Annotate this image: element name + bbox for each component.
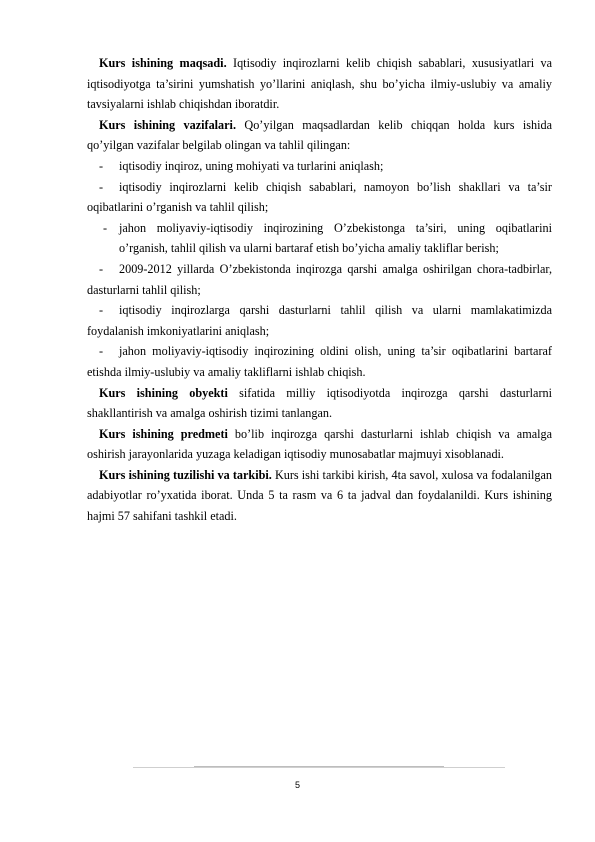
page-number: 5 xyxy=(294,780,300,790)
list-item-text: jahon moliyaviy-iqtisodiy inqirozining oldini olish, uning ta’sir oqibatlarini bartaraf etishda ilmiy-uslubiy va amaliy takliflarni ishlab chiqish. xyxy=(87,344,552,379)
object-heading: Kurs ishining obyekti xyxy=(99,385,228,400)
tasks-text: Qo’yilgan maqsadlardan kelib chiqqan holda kurs ishida qo’yilgan vazifalar belgilab olingan va tahlil qilingan: xyxy=(87,117,552,153)
object-paragraph xyxy=(87,383,552,424)
list-item-text: iqtisodiy inqiroz, uning mohiyati va turlarini aniqlash; xyxy=(119,158,384,173)
list-item-text: iqtisodiy inqirozlarga qarshi dasturlarni tahlil qilish va ularni mamlakatimizda foydalanish imkoniyatlarini aniqlash; xyxy=(87,303,552,338)
object-text: sifatida milliy iqtisodiyotda inqirozga qarshi dasturlarni shakllantirish va amalga oshirish tizimi tanlangan. xyxy=(87,385,553,421)
tasks-heading: Kurs ishining vazifalari. xyxy=(99,117,236,132)
list-item-text: 2009-2012 yillarda O’zbekistonda inqirozga qarshi amalga oshirilgan chora-tadbirlar, dasturlarni tahlil qilish; xyxy=(87,261,552,297)
list-item xyxy=(87,259,552,300)
dash-marker: - xyxy=(99,344,104,359)
dash-marker: - xyxy=(99,303,104,318)
goal-text: Iqtisodiy inqirozlarni kelib chiqish sabablari, xususiyatlari va iqtisodiyotga ta’sirini yumshatish yo’llarini aniqlash, shu bo’yicha ilmiy-uslubiy va amaliy tavsiyalarni ishlab chiqishdan iboratdir. xyxy=(87,56,553,112)
dash-marker: - xyxy=(99,179,104,194)
structure-paragraph xyxy=(87,465,552,527)
list-item xyxy=(87,177,552,218)
subject-paragraph xyxy=(87,424,552,465)
list-item xyxy=(87,300,552,341)
goal-heading: Kurs ishining maqsadi. xyxy=(99,56,227,70)
structure-text: Kurs ishi tarkibi kirish, 4ta savol, xulosa va fodalanilgan adabiyotlar ro’yxatida iborat. Unda 5 ta rasm va 6 ta jadval dan foydalanildi. Kurs ishining hajmi 57 sahifani tashkil etadi. xyxy=(87,467,552,524)
dash-marker: - xyxy=(99,158,104,173)
dash-marker: - xyxy=(103,220,108,235)
list-item xyxy=(87,218,552,259)
subject-text: bo’lib inqirozga qarshi dasturlarni ishlab chiqish va amalga oshirish jarayonlarida yuzaga keladigan iqtisodiy munosabatlar majmuyi xisoblanadi. xyxy=(87,426,552,462)
list-item xyxy=(87,156,552,177)
tasks-paragraph xyxy=(87,115,552,156)
list-item-text: iqtisodiy inqirozlarni kelib chiqish sabablari, namoyon bo’lish shakllari va ta’sir oqibatlarini o’rganish va tahlil qilish; xyxy=(87,179,552,215)
document-body xyxy=(87,53,552,527)
goal-paragraph xyxy=(87,53,552,115)
list-item xyxy=(87,341,552,382)
footer-divider-inner xyxy=(194,766,444,767)
structure-heading: Kurs ishining tuzilishi va tarkibi. xyxy=(99,467,272,482)
subject-heading: Kurs ishining predmeti xyxy=(99,426,228,441)
list-item-text: jahon moliyaviy-iqtisodiy inqirozining O’zbekistonga ta’siri, uning oqibatlarini o’rganish, tahlil qilish va ularni bartaraf etish bo’yicha amaliy takliflar berish; xyxy=(119,220,552,256)
dash-marker: - xyxy=(99,261,104,276)
footer-divider xyxy=(133,767,505,768)
